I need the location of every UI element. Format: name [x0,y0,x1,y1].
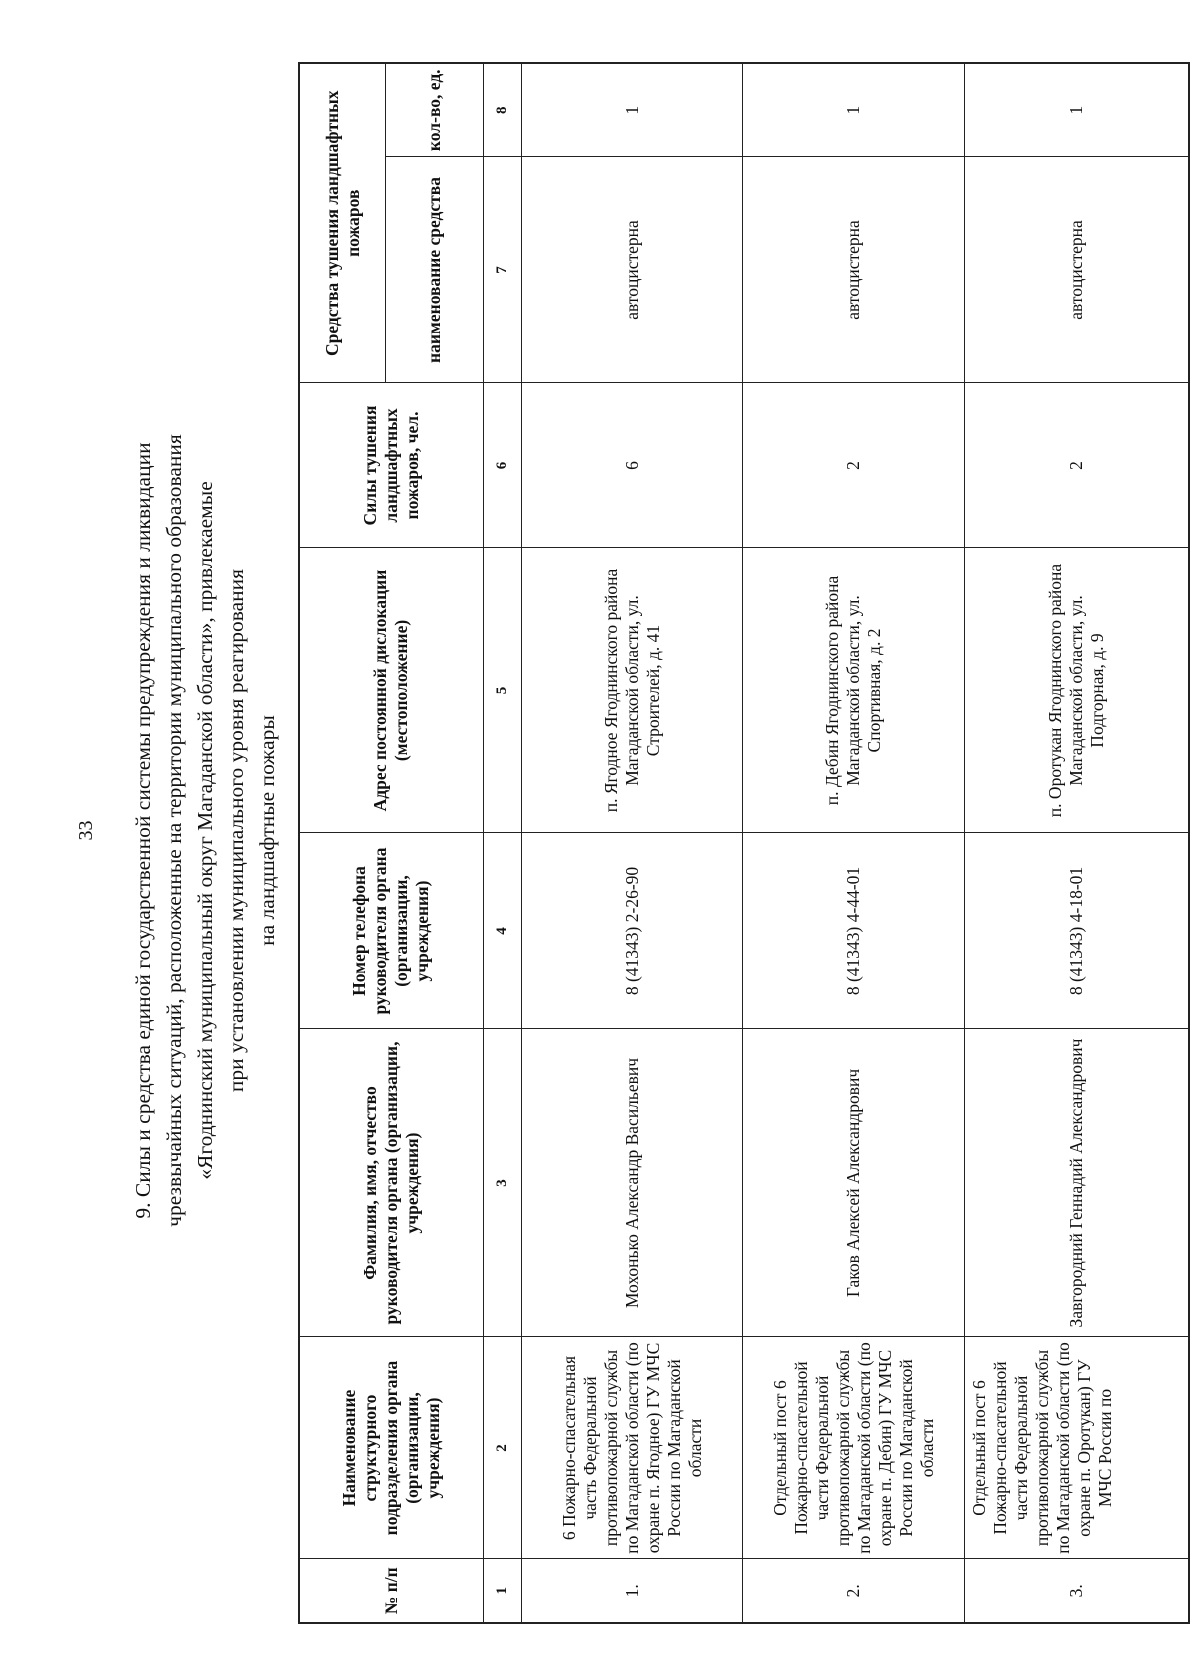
document-heading [128,0,283,1661]
forces-cell: 2 [743,383,965,548]
header-means-name: наименование средства [386,157,484,383]
heading-line: чрезвычайных ситуаций, расположенные на территории муниципального образования [162,434,186,1227]
qty-cell: 1 [964,63,1189,157]
table-row [743,63,965,1623]
forces-table [298,62,1190,1624]
unit-name-cell [964,1337,1189,1559]
table-row [521,63,743,1623]
means-cell: автоцистерна [743,157,965,383]
header-number: № п/п [299,1559,483,1623]
column-number: 8 [483,63,521,157]
heading-line: «Ягоднинский муниципальный округ Магаданской области», привлекаемые [193,481,217,1180]
head-name-cell: Мохонько Александр Васильевич [521,1029,743,1337]
unit-name-text: Отдельный пост 6 Пожарно-спасательной части Федеральной противопожарной службы по Магаданской области (по охране п. Оротукан) ГУ МЧС России по [968,1342,1115,1554]
column-number: 5 [483,548,521,833]
column-number: 1 [483,1559,521,1623]
qty-cell: 1 [521,63,743,157]
header-head-name: Фамилия, имя, отчество руководителя органа (организации, учреждения) [299,1029,483,1337]
heading-line: на ландшафтные пожары [255,715,279,946]
header-address: Адрес постоянной дислокации (местоположение) [299,548,483,833]
header-phone: Номер телефона руководителя органа (организации, учреждения) [299,833,483,1029]
qty-cell: 1 [743,63,965,157]
header-unit-name: Наименование структурного подразделения органа (организации, учреждения) [299,1337,483,1559]
header-forces: Силы тушения ландшафтных пожаров, чел. [299,383,483,548]
address-cell: п. Оротукан Ягоднинского района Магаданской области, ул. Подгорная, д. 9 [964,548,1189,833]
phone-cell: 8 (41343) 4-18-01 [964,833,1189,1029]
column-numbers-row [483,63,521,1623]
address-cell: п. Ягодное Ягоднинского района Магаданской области, ул. Строителей, д. 41 [521,548,743,833]
header-means-group: Средства тушения ландшафтных пожаров [299,63,386,383]
head-name-cell: Гаков Алексей Александрович [743,1029,965,1337]
means-cell: автоцистерна [964,157,1189,383]
column-number: 6 [483,383,521,548]
phone-cell: 8 (41343) 4-44-01 [743,833,965,1029]
unit-name-cell: 6 Пожарно-спасательная часть Федеральной противопожарной службы по Магаданской области (по охране п. Ягодное) ГУ МЧС России по Магаданской области [521,1337,743,1559]
column-number: 3 [483,1029,521,1337]
forces-cell: 6 [521,383,743,548]
head-name-cell: Завгородний Геннадий Александрович [964,1029,1189,1337]
unit-name-cell: Отдельный пост 6 Пожарно-спасательной части Федеральной противопожарной службы по Магаданской области (по охране п. Дебин) ГУ МЧС России по Магаданской области [743,1337,965,1559]
heading-line: при установлении муниципального уровня реагирования [224,568,248,1093]
header-means-qty: кол-во, ед. [386,63,484,157]
forces-cell: 2 [964,383,1189,548]
column-number: 7 [483,157,521,383]
address-cell: п. Дебин Ягоднинского района Магаданской области, ул. Спортивная, д. 2 [743,548,965,833]
row-number: 2. [743,1559,965,1623]
row-number: 1. [521,1559,743,1623]
phone-cell: 8 (41343) 2-26-90 [521,833,743,1029]
page-number: 33 [75,820,97,841]
column-number: 2 [483,1337,521,1559]
row-number: 3. [964,1559,1189,1623]
column-number: 4 [483,833,521,1029]
table-row [964,63,1189,1623]
heading-line: 9. Силы и средства единой государственной системы предупреждения и ликвидации [131,442,155,1219]
table-header-row [299,63,386,1623]
means-cell: автоцистерна [521,157,743,383]
